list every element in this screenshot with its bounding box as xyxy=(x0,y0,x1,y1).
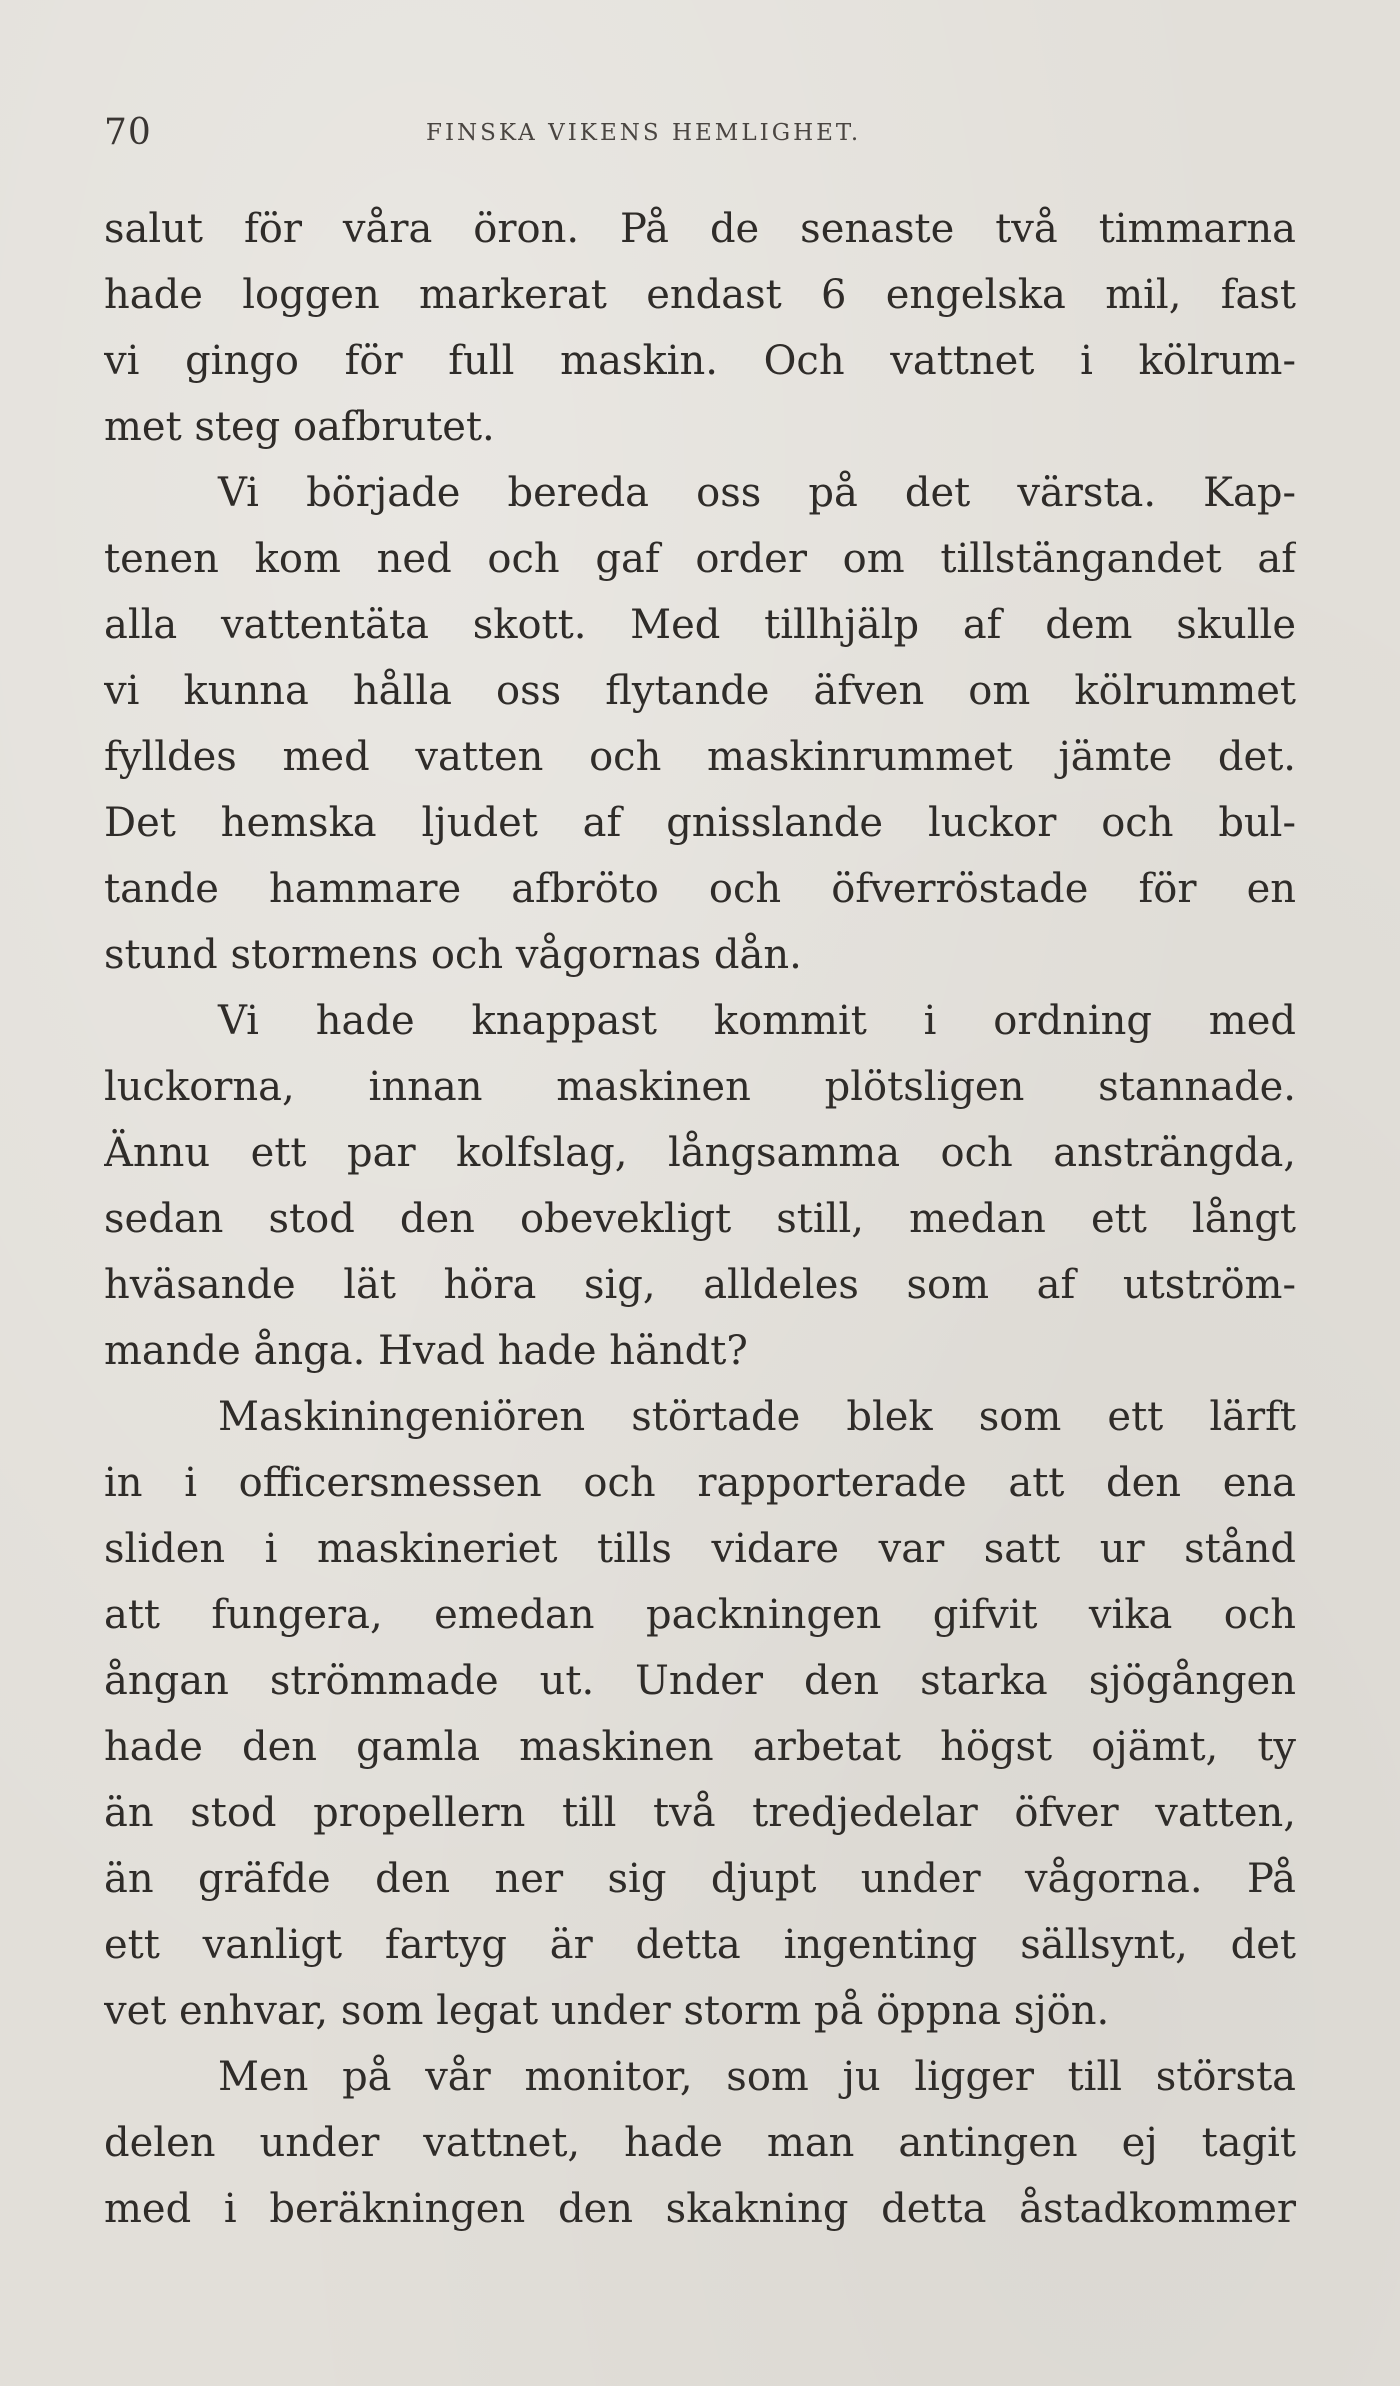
text-line: Ännu ett par kolfslag, långsamma och ansträngda, xyxy=(104,1130,1296,1176)
text-line: alla vattentäta skott. Med tillhjälp af dem skulle xyxy=(104,602,1296,648)
text-line: ett vanligt fartyg är detta ingenting sällsynt, det xyxy=(104,1922,1296,1968)
text-line: salut för våra öron. På de senaste två timmarna xyxy=(104,206,1296,252)
page-number: 70 xyxy=(104,112,152,153)
text-line: in i officersmessen och rapporterade att den ena xyxy=(104,1460,1296,1506)
text-line: än stod propellern till två tredjedelar öfver vatten, xyxy=(104,1790,1296,1836)
text-line: hade den gamla maskinen arbetat högst ojämt, ty xyxy=(104,1724,1296,1770)
text-line: sliden i maskineriet tills vidare var satt ur stånd xyxy=(104,1526,1296,1572)
text-line: luckorna, innan maskinen plötsligen stannade. xyxy=(104,1064,1296,1110)
text-line: tenen kom ned och gaf order om tillstängandet af xyxy=(104,536,1296,582)
text-line: delen under vattnet, hade man antingen ej tagit xyxy=(104,2120,1296,2166)
text-line: sedan stod den obevekligt still, medan ett långt xyxy=(104,1196,1296,1242)
text-line: vet enhvar, som legat under storm på öppna sjön. xyxy=(104,1988,1110,2034)
text-line: ångan strömmade ut. Under den starka sjögången xyxy=(104,1658,1296,1704)
text-line: Vi började bereda oss på det värsta. Kap- xyxy=(218,470,1296,516)
text-line: mande ånga. Hvad hade händt? xyxy=(104,1328,748,1374)
text-line: hväsande lät höra sig, alldeles som af utström- xyxy=(104,1262,1296,1308)
page-header xyxy=(104,112,1296,162)
text-line: Maskiningeniören störtade blek som ett lärft xyxy=(218,1394,1296,1440)
text-line: tande hammare afbröto och öfverröstade för en xyxy=(104,866,1296,912)
text-line: vi gingo för full maskin. Och vattnet i kölrum- xyxy=(104,338,1296,384)
text-line: hade loggen markerat endast 6 engelska mil, fast xyxy=(104,272,1296,318)
text-line: än gräfde den ner sig djupt under vågorna. På xyxy=(104,1856,1296,1902)
body-text xyxy=(104,196,1296,2242)
text-line: stund stormens och vågornas dån. xyxy=(104,932,802,978)
text-line: vi kunna hålla oss flytande äfven om kölrummet xyxy=(104,668,1296,714)
text-line: met steg oafbrutet. xyxy=(104,404,495,450)
text-line: med i beräkningen den skakning detta åstadkommer xyxy=(104,2186,1296,2232)
running-title: FINSKA VIKENS HEMLIGHET. xyxy=(426,120,862,146)
text-line: Men på vår monitor, som ju ligger till största xyxy=(218,2054,1296,2100)
text-line: Det hemska ljudet af gnisslande luckor och bul- xyxy=(104,800,1296,846)
text-line: fylldes med vatten och maskinrummet jämte det. xyxy=(104,734,1296,780)
text-line: att fungera, emedan packningen gifvit vika och xyxy=(104,1592,1296,1638)
text-line: Vi hade knappast kommit i ordning med xyxy=(218,998,1296,1044)
